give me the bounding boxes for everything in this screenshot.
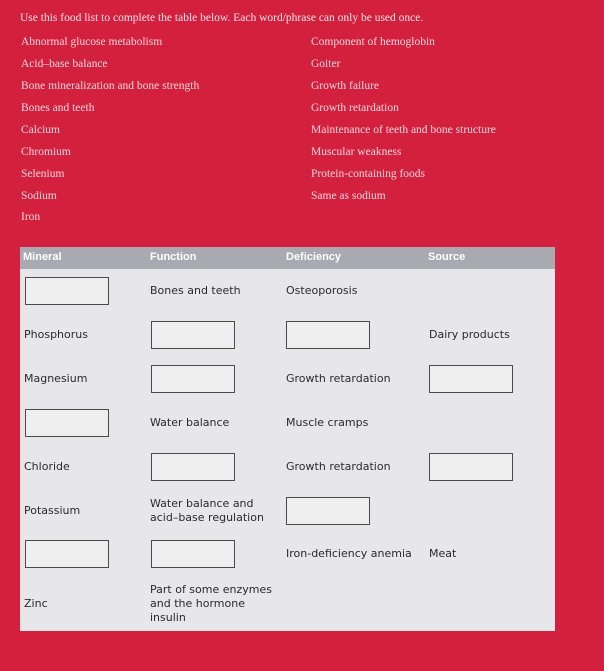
table-cell-deficiency: Growth retardation bbox=[286, 460, 391, 473]
table-cell-function: Water balance and acid–base regulation bbox=[150, 497, 264, 524]
table-cell-mineral: Phosphorus bbox=[24, 328, 88, 341]
table-cell-deficiency: Osteoporosis bbox=[286, 284, 358, 297]
word-list-item: Selenium bbox=[21, 168, 65, 180]
word-list-item: Protein-containing foods bbox=[311, 168, 426, 180]
answer-box[interactable] bbox=[25, 409, 109, 437]
table-cell-function: Water balance bbox=[150, 416, 230, 429]
word-list-item: Component of hemoglobin bbox=[311, 36, 435, 48]
word-list-item: Calcium bbox=[21, 124, 60, 136]
table-cell-source: Dairy products bbox=[429, 328, 510, 341]
word-list-item: Muscular weakness bbox=[311, 146, 402, 158]
word-list-item: Iron bbox=[21, 211, 41, 223]
table-cell-function: Bones and teeth bbox=[150, 284, 241, 297]
word-list-item: Bones and teeth bbox=[21, 102, 95, 114]
word-list-item: Sodium bbox=[21, 190, 57, 202]
word-list-item: Growth retardation bbox=[311, 102, 399, 114]
table-cell-function: Part of some enzymes and the hormone insulin bbox=[150, 583, 272, 624]
answer-box[interactable] bbox=[286, 321, 370, 349]
table-cell-mineral: Potassium bbox=[24, 504, 81, 517]
table-cell-deficiency: Muscle cramps bbox=[286, 416, 369, 429]
answer-box[interactable] bbox=[286, 497, 370, 525]
header-deficiency: Deficiency bbox=[286, 251, 342, 263]
table-cell-mineral: Zinc bbox=[24, 597, 48, 610]
answer-box[interactable] bbox=[429, 453, 513, 481]
answer-box[interactable] bbox=[25, 277, 109, 305]
minerals-table bbox=[20, 247, 555, 631]
table-cell-mineral: Chloride bbox=[24, 460, 70, 473]
table-cell-deficiency: Iron-deficiency anemia bbox=[286, 547, 412, 560]
header-mineral: Mineral bbox=[23, 251, 62, 263]
answer-box[interactable] bbox=[151, 540, 235, 568]
word-list-item: Same as sodium bbox=[311, 190, 386, 202]
answer-box[interactable] bbox=[151, 321, 235, 349]
answer-box[interactable] bbox=[151, 453, 235, 481]
word-list-item: Bone mineralization and bone strength bbox=[21, 80, 200, 92]
word-list-item: Growth failure bbox=[311, 80, 380, 92]
word-list-item: Goiter bbox=[311, 58, 341, 70]
word-list-item: Maintenance of teeth and bone structure bbox=[311, 124, 496, 136]
header-source: Source bbox=[428, 251, 466, 263]
answer-box[interactable] bbox=[25, 540, 109, 568]
table-cell-deficiency: Growth retardation bbox=[286, 372, 391, 385]
table-cell-mineral: Magnesium bbox=[24, 372, 88, 385]
answer-box[interactable] bbox=[151, 365, 235, 393]
header-function: Function bbox=[150, 251, 197, 263]
word-list-item: Acid–base balance bbox=[21, 58, 108, 70]
word-list-item: Chromium bbox=[21, 146, 71, 158]
instructions: Use this food list to complete the table below. Each word/phrase can only be used once. bbox=[20, 12, 424, 24]
answer-box[interactable] bbox=[429, 365, 513, 393]
table-cell-source: Meat bbox=[429, 547, 457, 560]
table-header bbox=[20, 247, 555, 269]
word-list-item: Abnormal glucose metabolism bbox=[21, 36, 163, 48]
